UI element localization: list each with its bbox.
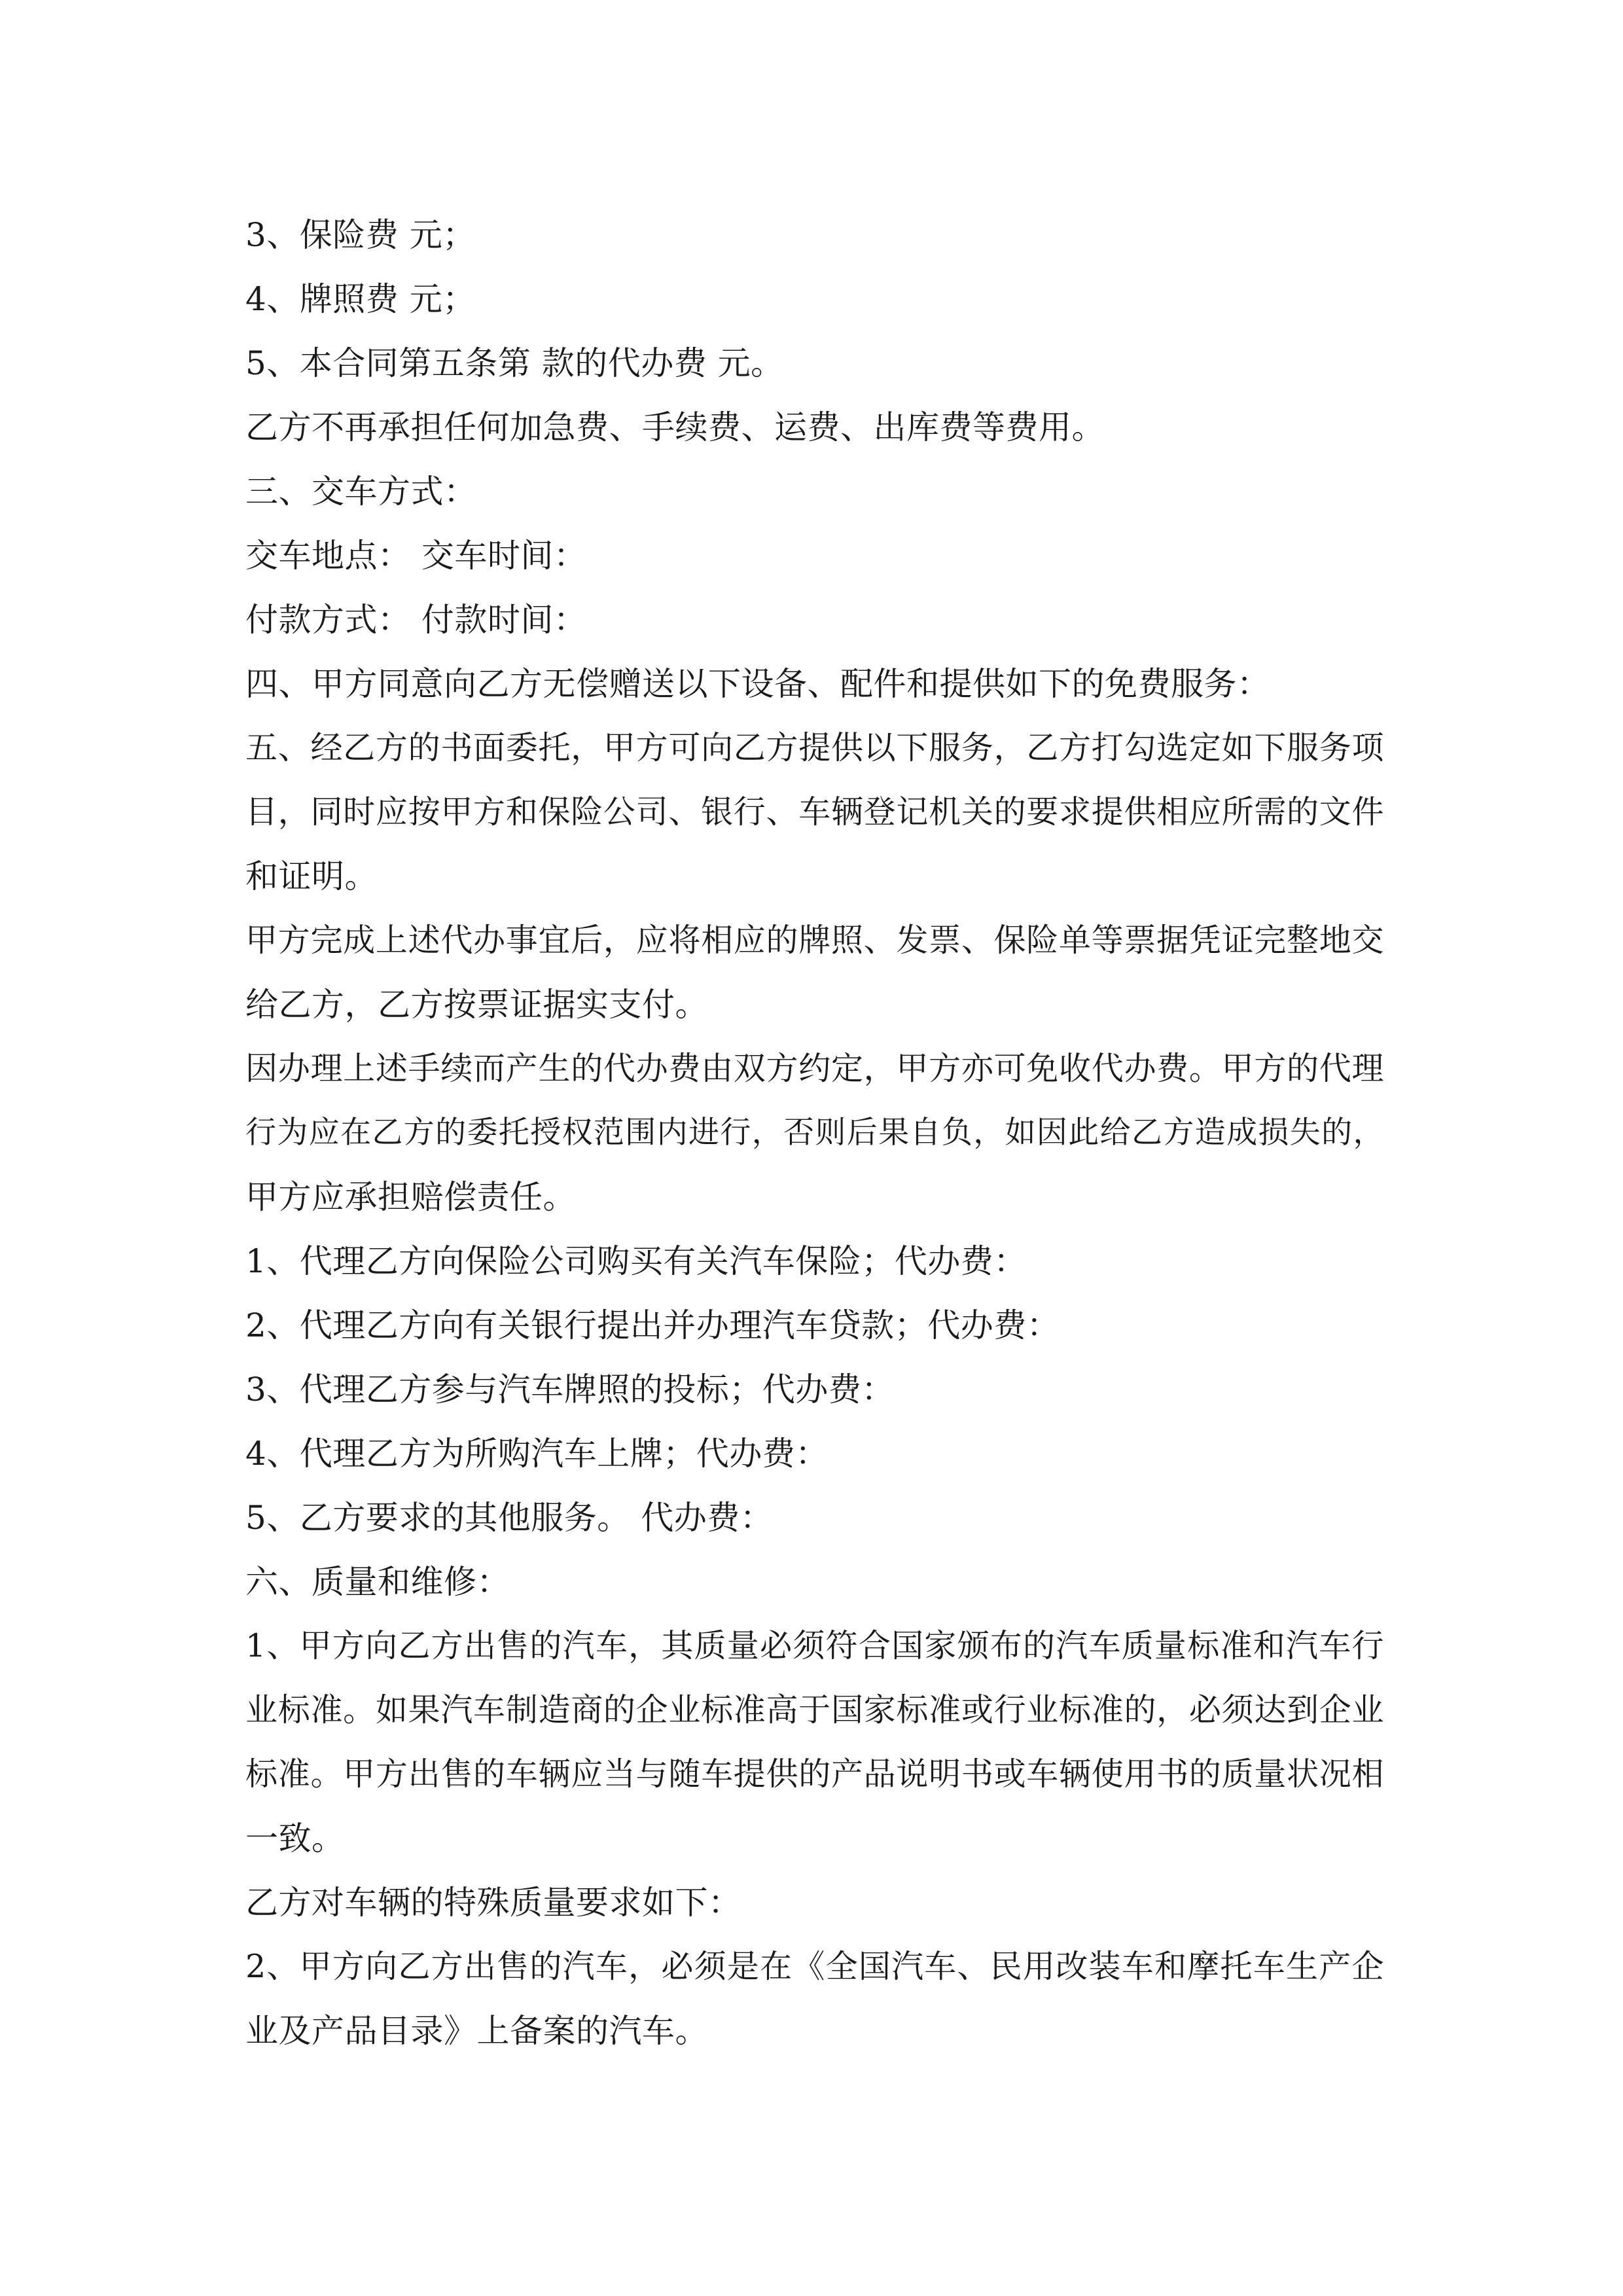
text-line: 乙方对车辆的特殊质量要求如下： <box>245 1884 741 1922</box>
text-line: 业标准。如果汽车制造商的企业标准高于国家标准或行业标准的，必须达到企业 <box>245 1691 1384 1729</box>
text-line: 行为应在乙方的委托授权范围内进行，否则后果自负，如因此给乙方造成损失的， <box>245 1115 1384 1151</box>
text-line: 甲方应承担赔偿责任。 <box>245 1178 576 1216</box>
text-line: 4、牌照费 元； <box>245 280 476 318</box>
text-line: 甲方完成上述代办事宜后，应将相应的牌照、发票、保险单等票据凭证完整地交 <box>245 922 1384 959</box>
section-heading: 六、质量和维修： <box>245 1563 510 1601</box>
list-item: 1、甲方向乙方出售的汽车，其质量必须符合国家颁布的汽车质量标准和汽车行 <box>245 1627 1384 1664</box>
text-line: 付款方式： 付款时间： <box>245 601 587 639</box>
text-line: 标准。甲方出售的车辆应当与随车提供的产品说明书或车辆使用书的质量状况相 <box>245 1755 1384 1793</box>
list-item: 5、乙方要求的其他服务。 代办费： <box>245 1499 774 1537</box>
section-heading: 四、甲方同意向乙方无偿赠送以下设备、配件和提供如下的免费服务： <box>245 665 1270 703</box>
text-line: 给乙方，乙方按票证据实支付。 <box>245 986 708 1024</box>
document-page <box>245 203 1384 2063</box>
list-item: 1、代理乙方向保险公司购买有关汽车保险；代办费： <box>245 1242 1027 1280</box>
text-line: 3、保险费 元； <box>245 216 476 254</box>
text-line: 5、本合同第五条第 款的代办费 元。 <box>245 344 784 382</box>
text-line: 和证明。 <box>245 857 378 895</box>
list-item: 3、代理乙方参与汽车牌照的投标；代办费： <box>245 1371 895 1408</box>
section-heading: 五、经乙方的书面委托，甲方可向乙方提供以下服务，乙方打勾选定如下服务项 <box>245 729 1384 766</box>
text-line: 乙方不再承担任何加急费、手续费、运费、出库费等费用。 <box>245 408 1105 446</box>
list-item: 2、甲方向乙方出售的汽车，必须是在《全国汽车、民用改装车和摩托车生产企 <box>245 1948 1384 1985</box>
list-item: 2、代理乙方向有关银行提出并办理汽车贷款；代办费： <box>245 1306 1060 1344</box>
text-line: 交车地点： 交车时间： <box>245 537 587 575</box>
text-line: 因办理上述手续而产生的代办费由双方约定，甲方亦可免收代办费。甲方的代理 <box>245 1050 1384 1087</box>
text-line: 业及产品目录》上备案的汽车。 <box>245 2012 708 2050</box>
text-line: 目，同时应按甲方和保险公司、银行、车辆登记机关的要求提供相应所需的文件 <box>245 793 1384 831</box>
text-line: 一致。 <box>245 1820 345 1857</box>
section-heading: 三、交车方式： <box>245 473 477 511</box>
list-item: 4、代理乙方为所购汽车上牌；代办费： <box>245 1435 829 1473</box>
